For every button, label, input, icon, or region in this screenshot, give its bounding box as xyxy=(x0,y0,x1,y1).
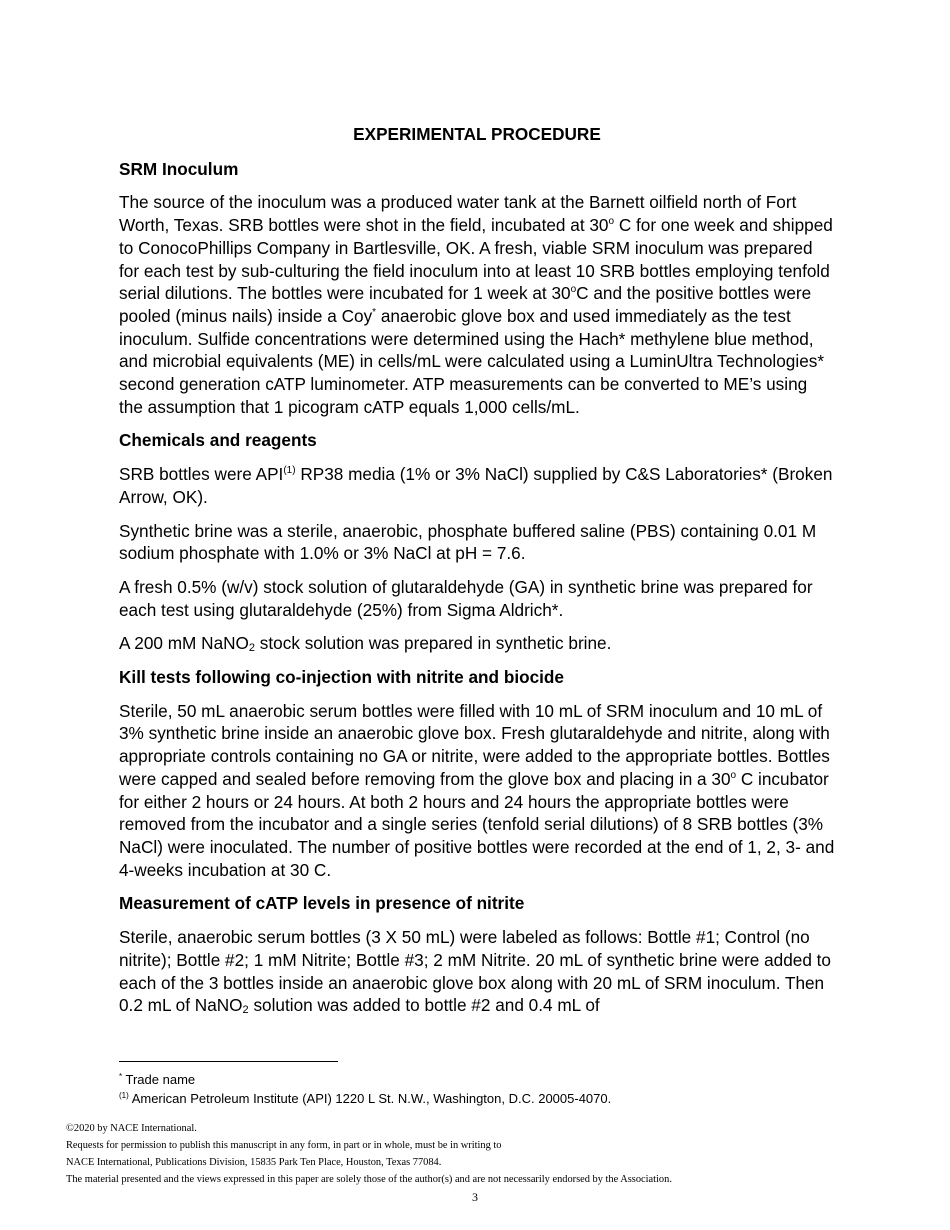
copyright-notice xyxy=(66,1120,672,1188)
paragraph-srm-inoculum: The source of the inoculum was a produced water tank at the Barnett oilfield north of Fort Worth, Texas. SRB bottles were shot in the field, incubated at 30$^o$ C for one week and shipped to ConocoPhillips Company in Bartlesville, OK. A fresh, viable SRM inoculum was prepared for each test by sub-culturing the field inoculum into at least 10 SRB bottles employing tenfold serial dilutions. The bottles were incubated for 1 week at 30$^o$C and the positive bottles were pooled (minus nails) inside a Coy* anaerobic glove box and used immediately as the test inoculum. Sulfide concentrations were determined using the Hach* methylene blue method, and microbial equivalents (ME) in cells/mL were calculated using a LuminUltra Technologies* second generation cATP luminometer. ATP measurements can be converted to ME’s using the assumption that 1 picogram cATP equals 1,000 cells/mL. xyxy=(119,192,833,417)
paragraph-srb-bottles: SRB bottles were API$^{(1)}$ RP38 media (1% or 3% NaCl) supplied by C&S Laboratories* (Broken Arrow, OK). xyxy=(119,464,833,507)
copyright-line: Requests for permission to publish this manuscript in any form, in part or in whole, must be in writing to xyxy=(66,1140,502,1151)
copyright-line: ©2020 by NACE International. xyxy=(66,1123,197,1134)
paragraph-nitrite-stock: A 200 mM NaNO$_2$ stock solution was prepared in synthetic brine. xyxy=(119,633,612,655)
paragraph-synthetic-brine: Synthetic brine was a sterile, anaerobic, phosphate buffered saline (PBS) containing 0.01 M sodium phosphate with 1.0% or 3% NaCl at pH = 7.6. xyxy=(119,520,817,564)
paragraph-glutaraldehyde: A fresh 0.5% (w/v) stock solution of glutaraldehyde (GA) in synthetic brine was prepared for each test using glutaraldehyde (25%) from Sigma Aldrich*. xyxy=(119,576,813,620)
paragraph-catp: Sterile, anaerobic serum bottles (3 X 50 mL) were labeled as follows: Bottle #1; Control (no nitrite); Bottle #2; 1 mM Nitrite; Bottle #3; 2 mM Nitrite. 20 mL of synthetic brine were added to each of the 3 bottles inside an anaerobic glove box along with 20 mL of SRM inoculum. Then 0.2 mL of NaNO$_2$ solution was added to bottle #2 and 0.4 mL of xyxy=(119,927,831,1017)
footnote-api: $^{(1)}$ American Petroleum Institute (API) 1220 L St. N.W., Washington, D.C. 20005-4070. xyxy=(119,1091,612,1106)
page-number: 3 xyxy=(472,1190,478,1204)
footnote-trade-name: * Trade name xyxy=(119,1072,196,1087)
footnote-divider xyxy=(119,1061,338,1062)
main-text xyxy=(119,123,835,1028)
section-title: EXPERIMENTAL PROCEDURE xyxy=(353,124,601,144)
heading-kill-tests: Kill tests following co-injection with nitrite and biocide xyxy=(119,667,564,688)
copyright-line: NACE International, Publications Division, 15835 Park Ten Place, Houston, Texas 77084. xyxy=(66,1157,442,1168)
copyright-line: The material presented and the views expressed in this paper are solely those of the author(s) and are not necessarily endorsed by the Association. xyxy=(66,1174,672,1185)
heading-catp: Measurement of cATP levels in presence of nitrite xyxy=(119,893,525,914)
heading-srm-inoculum: SRM Inoculum xyxy=(119,158,239,179)
paragraph-kill-tests: Sterile, 50 mL anaerobic serum bottles were filled with 10 mL of SRM inoculum and 10 mL of 3% synthetic brine inside an anaerobic glove box. Fresh glutaraldehyde and nitrite, along with appropriate controls containing no GA or nitrite, were added to the appropriate bottles. Bottles were capped and sealed before removing from the glove box and placing in a 30$^o$ C incubator for either 2 hours or 24 hours. At both 2 hours and 24 hours the appropriate bottles were removed from the incubator and a single series (tenfold serial dilutions) of 8 SRB bottles (3% NaCl) were inoculated. The number of positive bottles were recorded at the end of 1, 2, 3- and 4-weeks incubation at 30 C. xyxy=(119,700,835,880)
footnotes xyxy=(119,1070,611,1108)
heading-chemicals: Chemicals and reagents xyxy=(119,430,317,451)
